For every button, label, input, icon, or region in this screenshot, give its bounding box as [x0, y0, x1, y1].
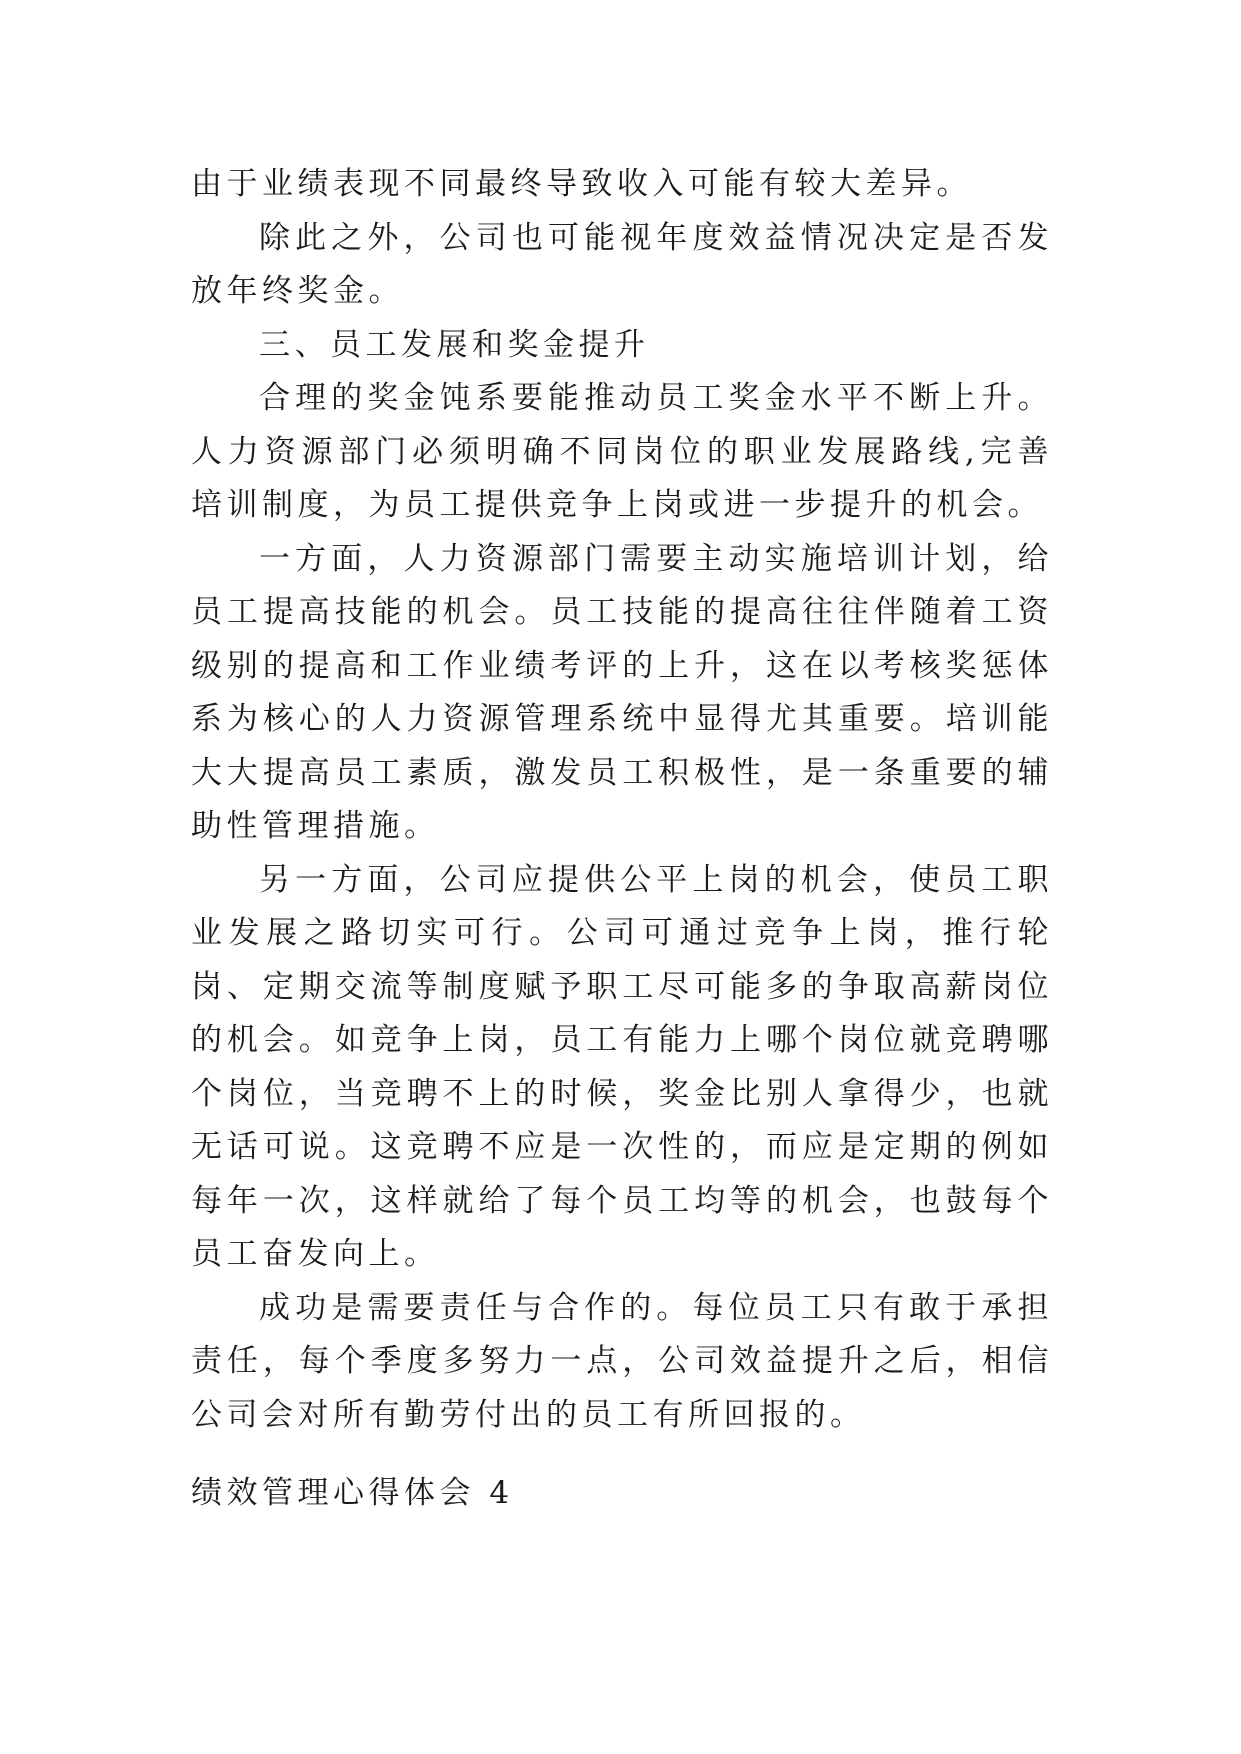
paragraph-training: 一方面，人力资源部门需要主动实施培训计划，给员工提高技能的机会。员工技能的提高往往伴随着工资级别的提高和工作业绩考评的上升，这在以考核奖惩体系为核心的人力资源管理系统中显得尤其重要。培训能大大提高员工素质，激发员工积极性，是一条重要的辅助性管理措施。: [191, 540, 1053, 844]
paragraph-fair-promotion: 另一方面，公司应提供公平上岗的机会，使员工职业发展之路切实可行。公司可通过竞争上岗，推行轮岗、定期交流等制度赋予职工尽可能多的争取高薪岗位的机会。如竞争上岗，员工有能力上哪个岗位就竞聘哪个岗位，当竞聘不上的时候，奖金比别人拿得少，也就无话可说。这竞聘不应是一次性的，而应是定期的例如每年一次，这样就给了每个员工均等的机会，也鼓每个员工奋发向上。: [191, 861, 1053, 1272]
next-section-title: 绩效管理心得体会 4: [191, 1475, 514, 1511]
paragraph-continuation: 由于业绩表现不同最终导致收入可能有较大差异。: [191, 166, 972, 202]
paragraph-conclusion: 成功是需要责任与合作的。每位员工只有敢于承担责任，每个季度多努力一点，公司效益提升之后，相信公司会对所有勤劳付出的员工有所回报的。: [191, 1289, 1053, 1433]
section-heading: 三、员工发展和奖金提升: [259, 326, 650, 363]
paragraph-year-end-bonus: 除此之外，公司也可能视年度效益情况决定是否发放年终奖金。: [191, 219, 1053, 309]
document-body: [191, 158, 1053, 1442]
paragraph-bonus-system: 合理的奖金饨系要能推动员工奖金水平不断上升。人力资源部门必须明确不同岗位的职业发展路线,完善培训制度，为员工提供竞争上岗或进一步提升的机会。: [191, 380, 1053, 523]
